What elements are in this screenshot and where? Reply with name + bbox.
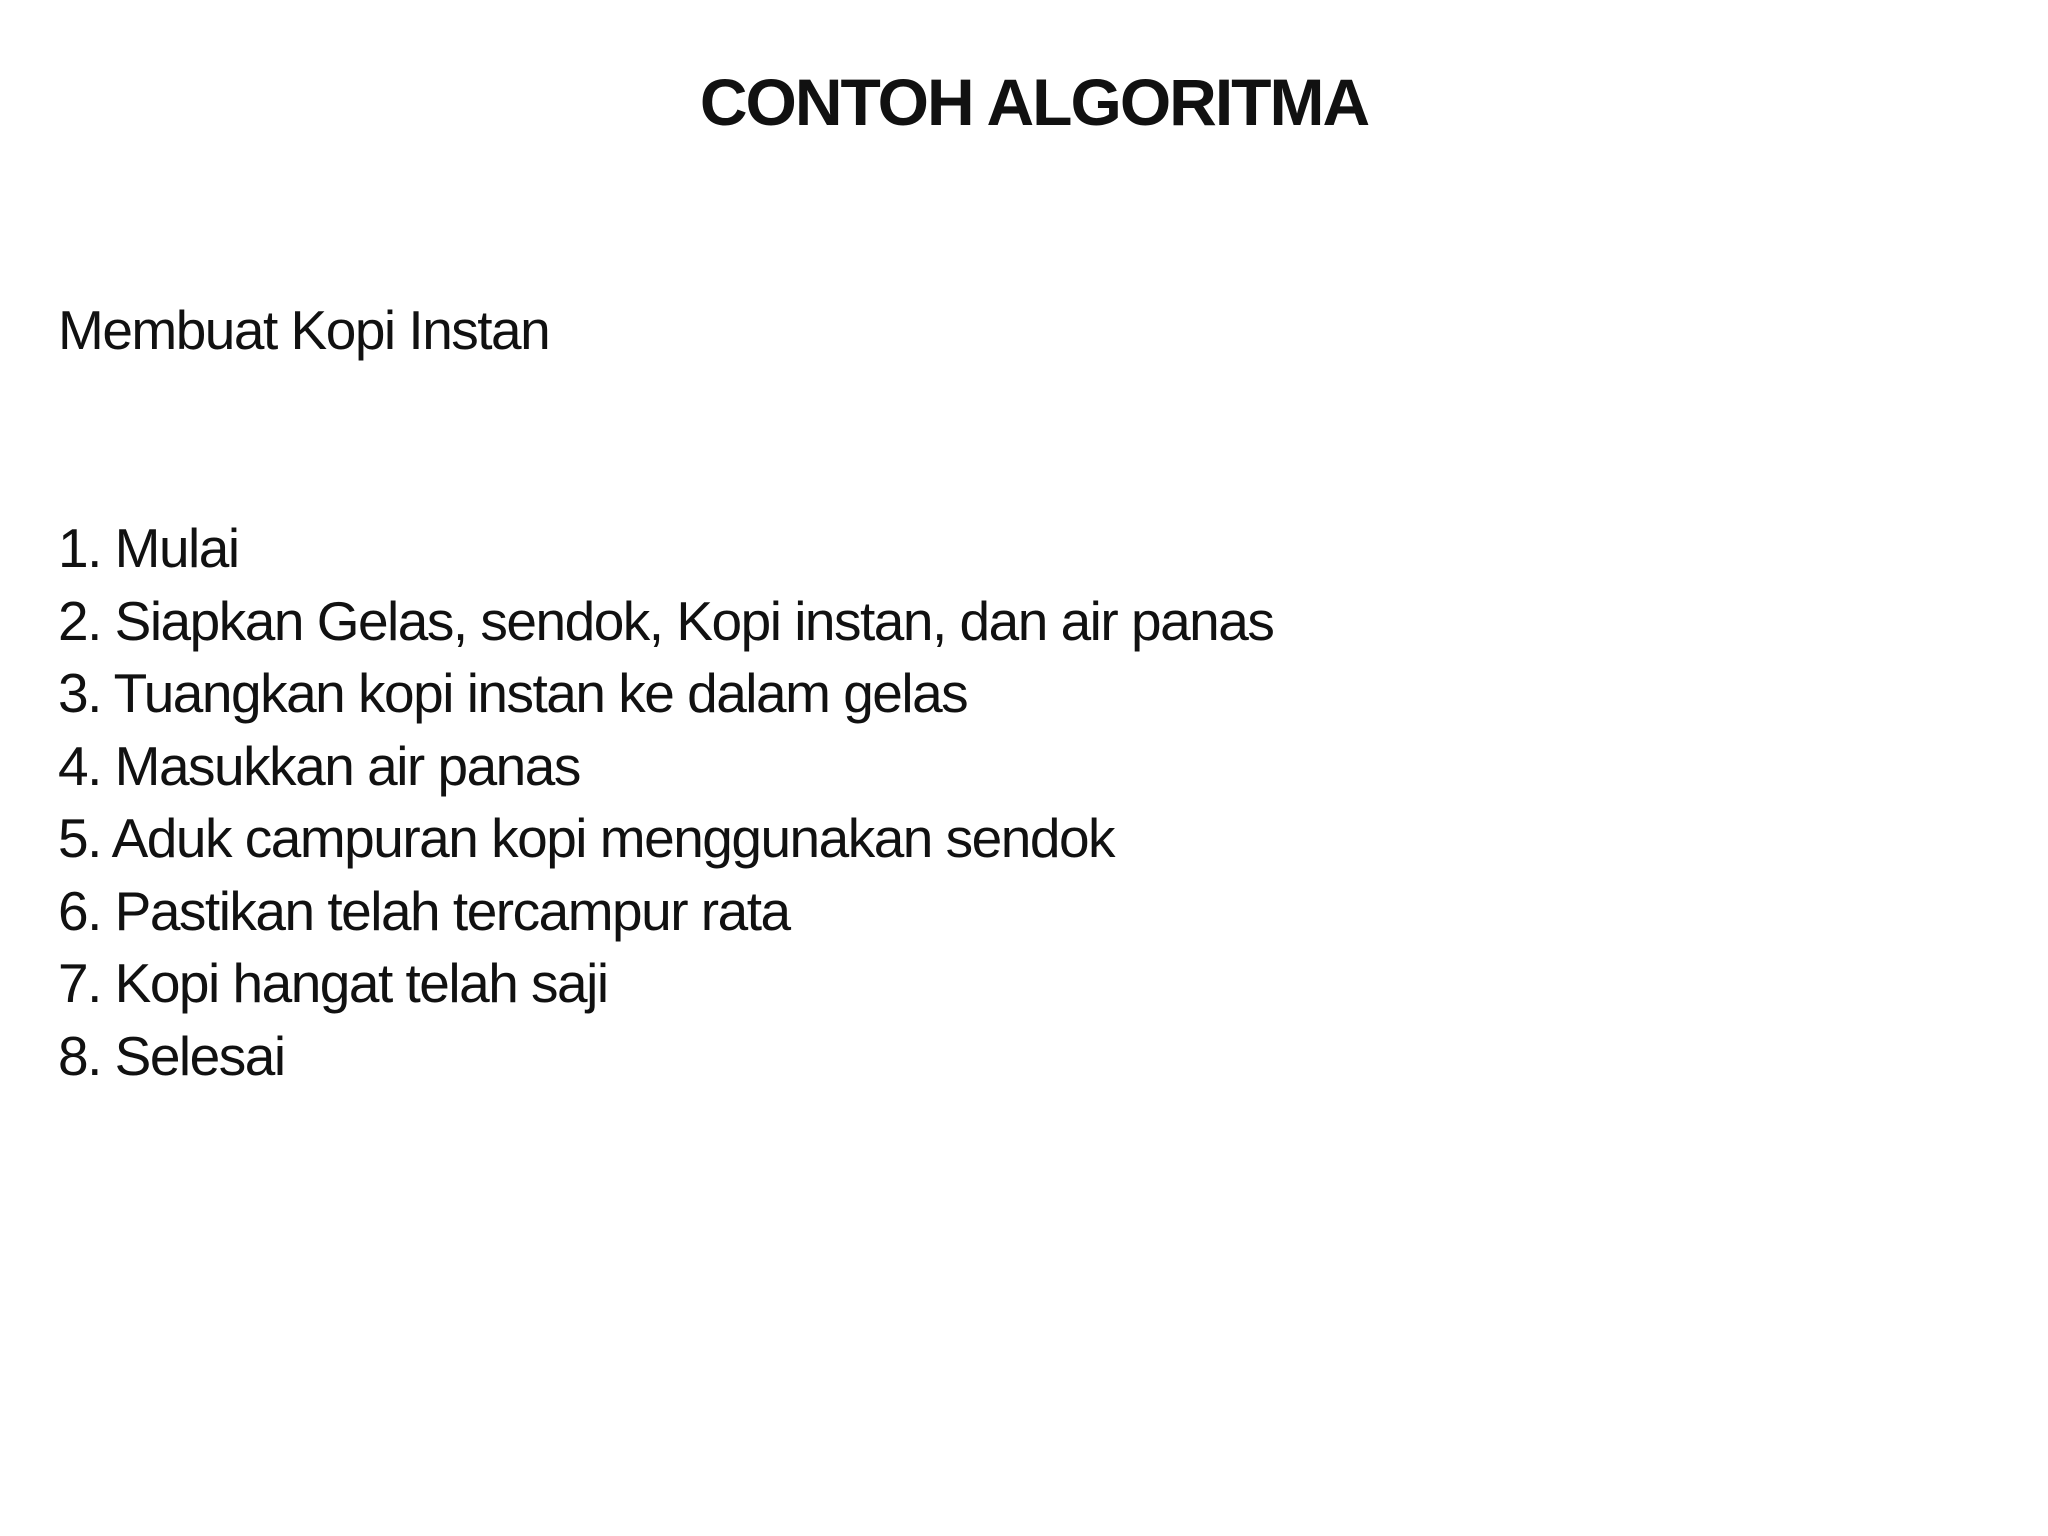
- step-item-1: 1. Mulai: [58, 517, 239, 579]
- step-item-8: 8. Selesai: [58, 1024, 285, 1087]
- step-item-6: 6. Pastikan telah tercampur rata: [58, 879, 790, 942]
- algorithm-steps-list: [58, 512, 1273, 1092]
- step-item-2: 2. Siapkan Gelas, sendok, Kopi instan, dan air panas: [58, 589, 1274, 652]
- slide-title: CONTOH ALGORITMA: [699, 65, 1369, 139]
- step-item-5: 5. Aduk campuran kopi menggunakan sendok: [58, 807, 1115, 869]
- slide-subtitle: Membuat Kopi Instan: [58, 299, 550, 361]
- step-item-3: 3. Tuangkan kopi instan ke dalam gelas: [58, 662, 968, 724]
- step-item-7: 7. Kopi hangat telah saji: [58, 952, 608, 1014]
- step-item-4: 4. Masukkan air panas: [58, 734, 580, 797]
